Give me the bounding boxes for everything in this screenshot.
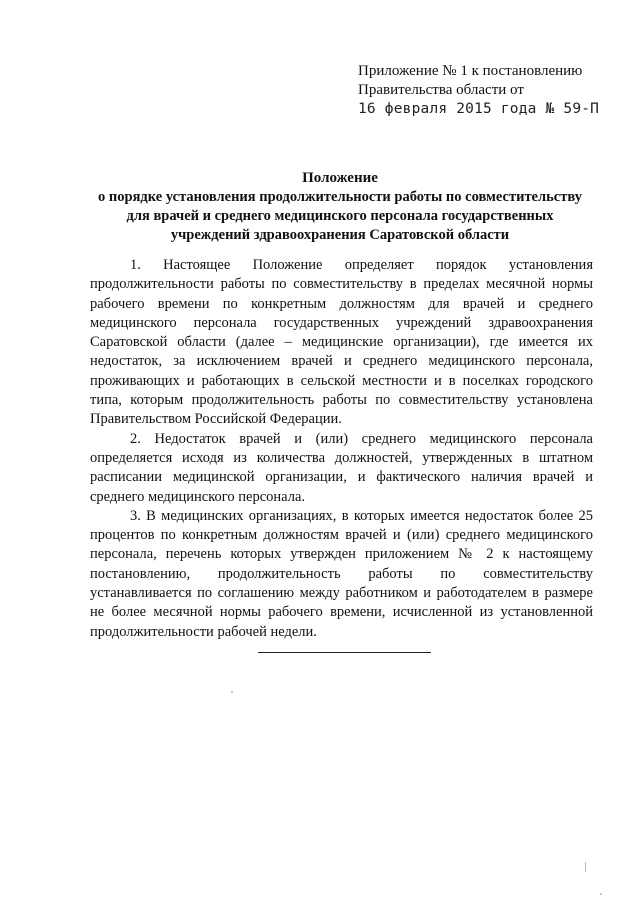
paragraph-3: 3. В медицинских организациях, в которых имеется недостаток более 25 процентов по конкретным должностям врачей и (или) среднего медицинского персонала, перечень которых утвержден приложением № 2 к настоящему постановлению, продолжительность работы по совместительству устанавливается по соглашению между работником и работодателем в размере не более месячной нормы рабочего времени, исчисленной из установленной продолжительности рабочей недели. [90, 507, 593, 640]
scan-speck [585, 862, 586, 872]
appendix-line-1: Приложение № 1 к постановлению [358, 63, 583, 79]
paragraph-2: 2. Недостаток врачей и (или) среднего медицинского персонала определяется исходя из количества должностей, утвержденных в штатном расписании медицинской организации, и фактического наличия врачей и среднего медицинского персонала. [90, 430, 593, 505]
appendix-date-stamp: 16 февраля 2015 года № 59-П [358, 101, 600, 117]
title-line-3: для врачей и среднего медицинского персонала государственных [126, 208, 554, 224]
title-line-1: Положение [302, 170, 378, 186]
document-title [60, 169, 620, 245]
paragraph-1: 1. Настоящее Положение определяет порядок установления продолжительности работы по совместительству в пределах месячной нормы рабочего времени по конкретным должностям для врачей и среднего медицинского персонала государственных учреждений здравоохранения Саратовской области (далее – медицинские организации), где имеется их недостаток, за исключением врачей и среднего медицинского персонала, проживающих и работающих в сельской местности и в поселках городского типа, которым продолжительность работы по совместительству установлена Правительством Российской Федерации. [90, 257, 593, 428]
appendix-header [358, 62, 618, 119]
title-line-4: учреждений здравоохранения Саратовской области [170, 227, 510, 243]
end-divider-line [258, 652, 431, 653]
appendix-line-2: Правительства области от [358, 82, 524, 98]
document-body [90, 256, 593, 642]
scan-speck [600, 893, 602, 895]
title-line-2: о порядке установления продолжительности работы по совместительству [98, 189, 582, 205]
scan-speck [231, 691, 233, 693]
